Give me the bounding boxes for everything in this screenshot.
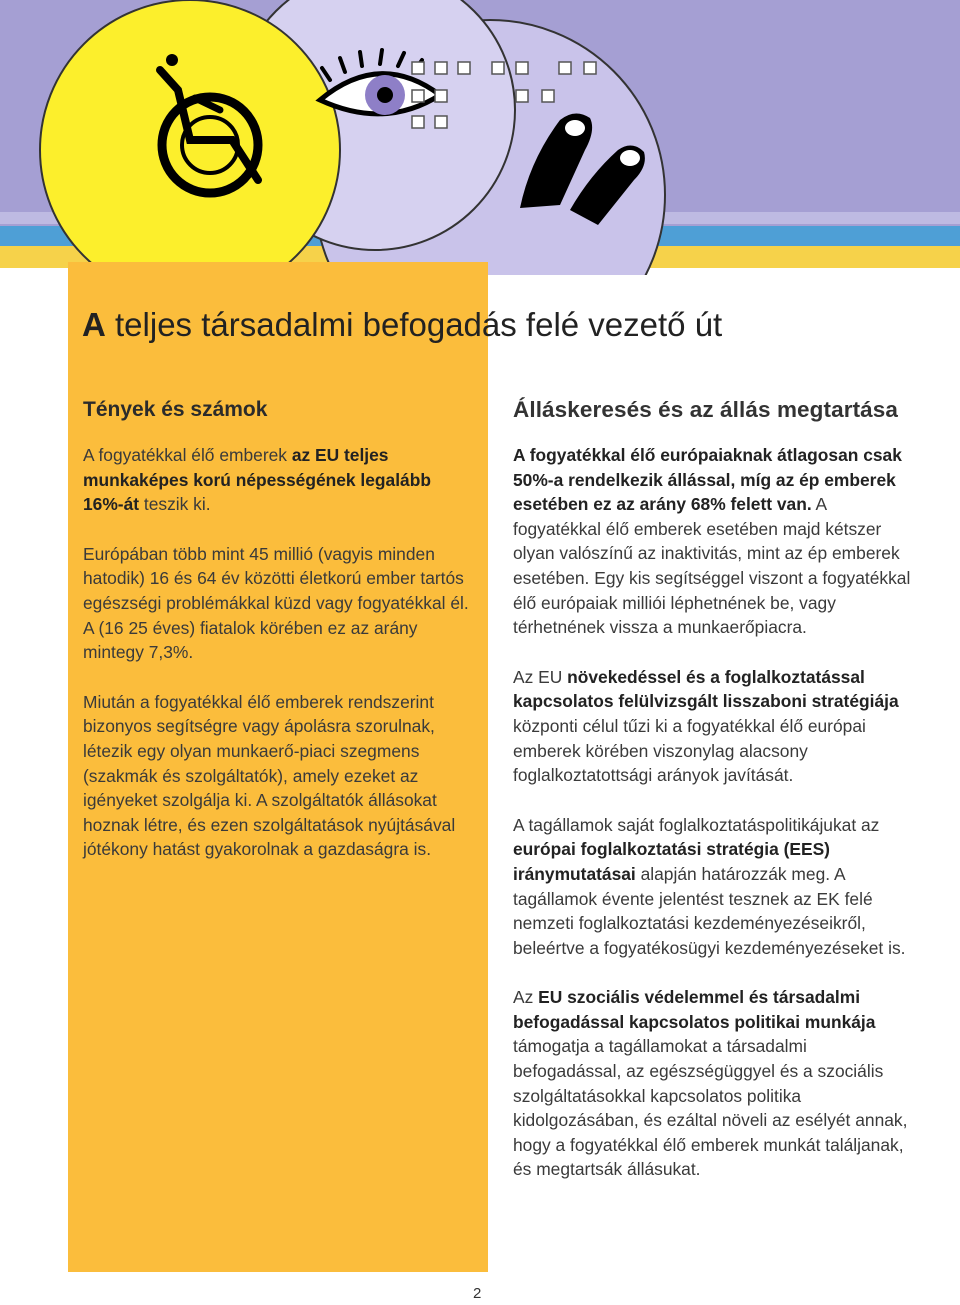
text-span: Az [513, 987, 539, 1008]
text-span: A fogyatékkal élő emberek esetében majd kétszer olyan valószínű az inaktivitás, mint az ép emberek esetében. Egy kis segítséggel viszont a fogyatékkal élő európaiak milliói léphetnének be, vagy térhetnének vissza a munkaerőpiacra. [513, 494, 911, 638]
jobs-paragraph-3 [513, 813, 913, 961]
bold-text: növekedéssel és a foglalkoztatással kapcsolatos felülvizsgált lisszaboni stratégiája [513, 666, 899, 712]
jobs-paragraph-1 [513, 443, 913, 640]
bold-text: az EU teljes munkaképes korú népességének legalább 16%-át [83, 445, 431, 515]
banner-illustration [0, 0, 960, 275]
text-span: A tagállamok saját foglalkoztatáspolitikájukat az [513, 814, 880, 835]
bold-text: európai foglalkoztatási stratégia (EES) iránymutatásai [513, 839, 830, 884]
page-title-first-letter: A [82, 306, 106, 343]
facts-paragraph-3: Miután a fogyatékkal élő emberek rendszerint bizonyos segítségre vagy ápolásra szorulnak, létezik egy olyan munkaerő-piaci szegmens (szakmák és szolgáltatók), amely ezeket az igényeket szolgálja ki. A szolgáltatók állásokat hoznak létre, és ezen szolgáltatások nyújtásával jótékony hatást gyakorolnak a gazdaságra is. [83, 691, 456, 860]
header-banner [0, 0, 960, 275]
page-number: 2 [473, 1285, 482, 1302]
text-span: teszik ki. [139, 494, 211, 515]
bold-text: A fogyatékkal élő európaiaknak átlagosan csak 50%-a rendelkezik állással, míg az ép emberek esetében ez az arány 68% felett van. [513, 445, 902, 515]
facts-paragraph-1 [83, 443, 473, 517]
right-column [513, 395, 913, 1207]
jobs-paragraph-4 [513, 985, 913, 1182]
text-span: A fogyatékkal élő emberek [83, 445, 292, 465]
page-title [82, 306, 942, 344]
text-span: központi célul tűzi ki a fogyatékkal élő európai emberek körében viszonylag alacsony foglalkoztatottsági arányok javítását. [513, 715, 866, 786]
left-column [83, 395, 473, 887]
facts-heading: Tények és számok [83, 398, 268, 421]
text-span: Az EU [513, 666, 568, 687]
jobs-paragraph-2 [513, 665, 913, 788]
jobs-heading: Álláskeresés és az állás megtartása [513, 397, 899, 422]
text-span: alapján határozzák meg. A tagállamok évente jelentést tesznek az EK felé nemzeti foglalkoztatási kezdeményezéseikről, beleértve a fogyatékosügyi kezdeményezéseket is. [513, 863, 906, 958]
page-title-text: teljes társadalmi befogadás felé vezető út [105, 306, 723, 343]
bold-text: EU szociális védelemmel és társadalmi befogadással kapcsolatos politikai munkája [513, 987, 876, 1032]
facts-paragraph-2: Európában több mint 45 millió (vagyis minden hatodik) 16 és 64 év közötti életkorú ember tartós egészségi problémákkal küzd vagy fogyatékkal él. A (16 25 éves) fiatalok körében ez az arány mintegy 7,3%. [83, 543, 469, 663]
text-span: támogatja a tagállamokat a társadalmi befogadással, az egészségüggyel és a szociális szolgáltatásokkal kapcsolatos politika kidolgozásában, és ezáltal növeli az esélyét annak, hogy a fogyatékkal élő emberek munkát találjanak, és megtartsák állásukat. [513, 1036, 908, 1180]
